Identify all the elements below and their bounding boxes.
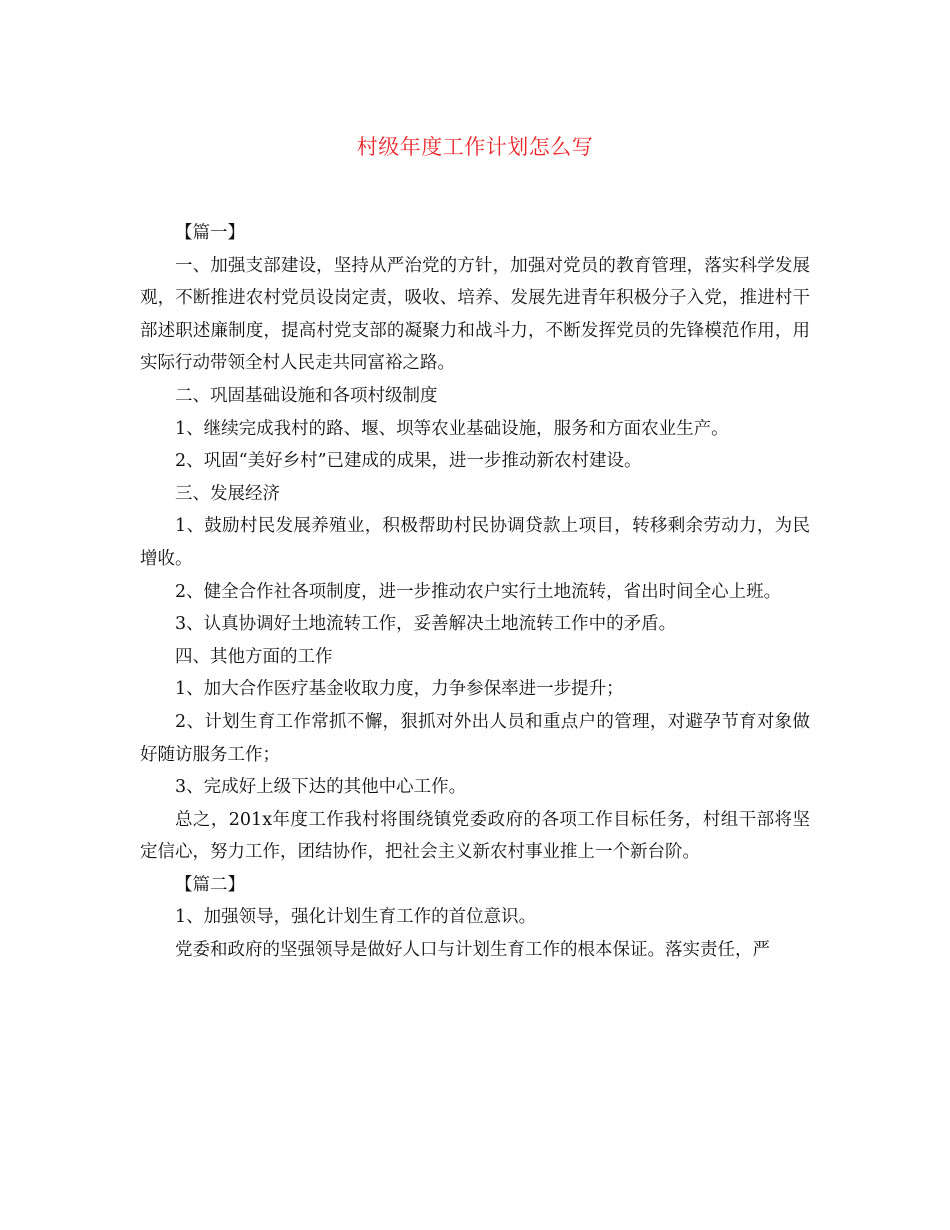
- paragraph: 四、其他方面的工作: [175, 646, 333, 667]
- section-heading-1: 【篇一】: [175, 223, 245, 243]
- paragraph: 2、健全合作社各项制度，进一步推动农户实行土地流转，省出时间全心上班。: [175, 581, 782, 602]
- paragraph: 二、巩固基础设施和各项村级制度: [175, 385, 438, 406]
- paragraph: 1、加大合作医疗基金收取力度，力争参保率进一步提升；: [175, 679, 624, 700]
- paragraph: 3、认真协调好土地流转工作，妥善解决土地流转工作中的矛盾。: [175, 614, 677, 635]
- document-title: 村级年度工作计划怎么写: [356, 135, 594, 159]
- section-heading-2: 【篇二】: [175, 874, 245, 895]
- paragraph: 1、继续完成我村的路、堰、坝等农业基础设施，服务和方面农业生产。: [175, 418, 729, 439]
- paragraph: 三、发展经济: [175, 483, 280, 504]
- paragraph: 1、鼓励村民发展养殖业，积极帮助村民协调贷款上项目，转移剩余劳动力，为民增收。: [140, 516, 810, 569]
- paragraph: 1、加强领导，强化计划生育工作的首位意识。: [175, 907, 537, 928]
- paragraph: 2、计划生育工作常抓不懈，狠抓对外出人员和重点户的管理，对避孕节育对象做好随访服务工作；: [140, 711, 810, 765]
- paragraph: 3、完成好上级下达的其他中心工作。: [175, 777, 467, 798]
- paragraph: 总之，201x年度工作我村将围绕镇党委政府的各项工作目标任务，村组干部将坚定信心，努力工作，团结协作，把社会主义新农村事业推上一个新台阶。: [140, 809, 810, 863]
- document-body: [140, 217, 810, 967]
- paragraph: 2、巩固“美好乡村”已建成的成果，进一步推动新农村建设。: [175, 451, 642, 472]
- paragraph: 党委和政府的坚强领导是做好人口与计划生育工作的根本保证。落实责任，严: [175, 940, 770, 961]
- paragraph: 一、加强支部建设，坚持从严治党的方针，加强对党员的教育管理，落实科学发展观，不断推进农村党员设岗定责，吸收、培养、发展先进青年积极分子入党，推进村干部述职述廉制度，提高村党支部的凝聚力和战斗力，不断发挥党员的先锋模范作用，用实际行动带领全村人民走共同富裕之路。: [140, 255, 810, 374]
